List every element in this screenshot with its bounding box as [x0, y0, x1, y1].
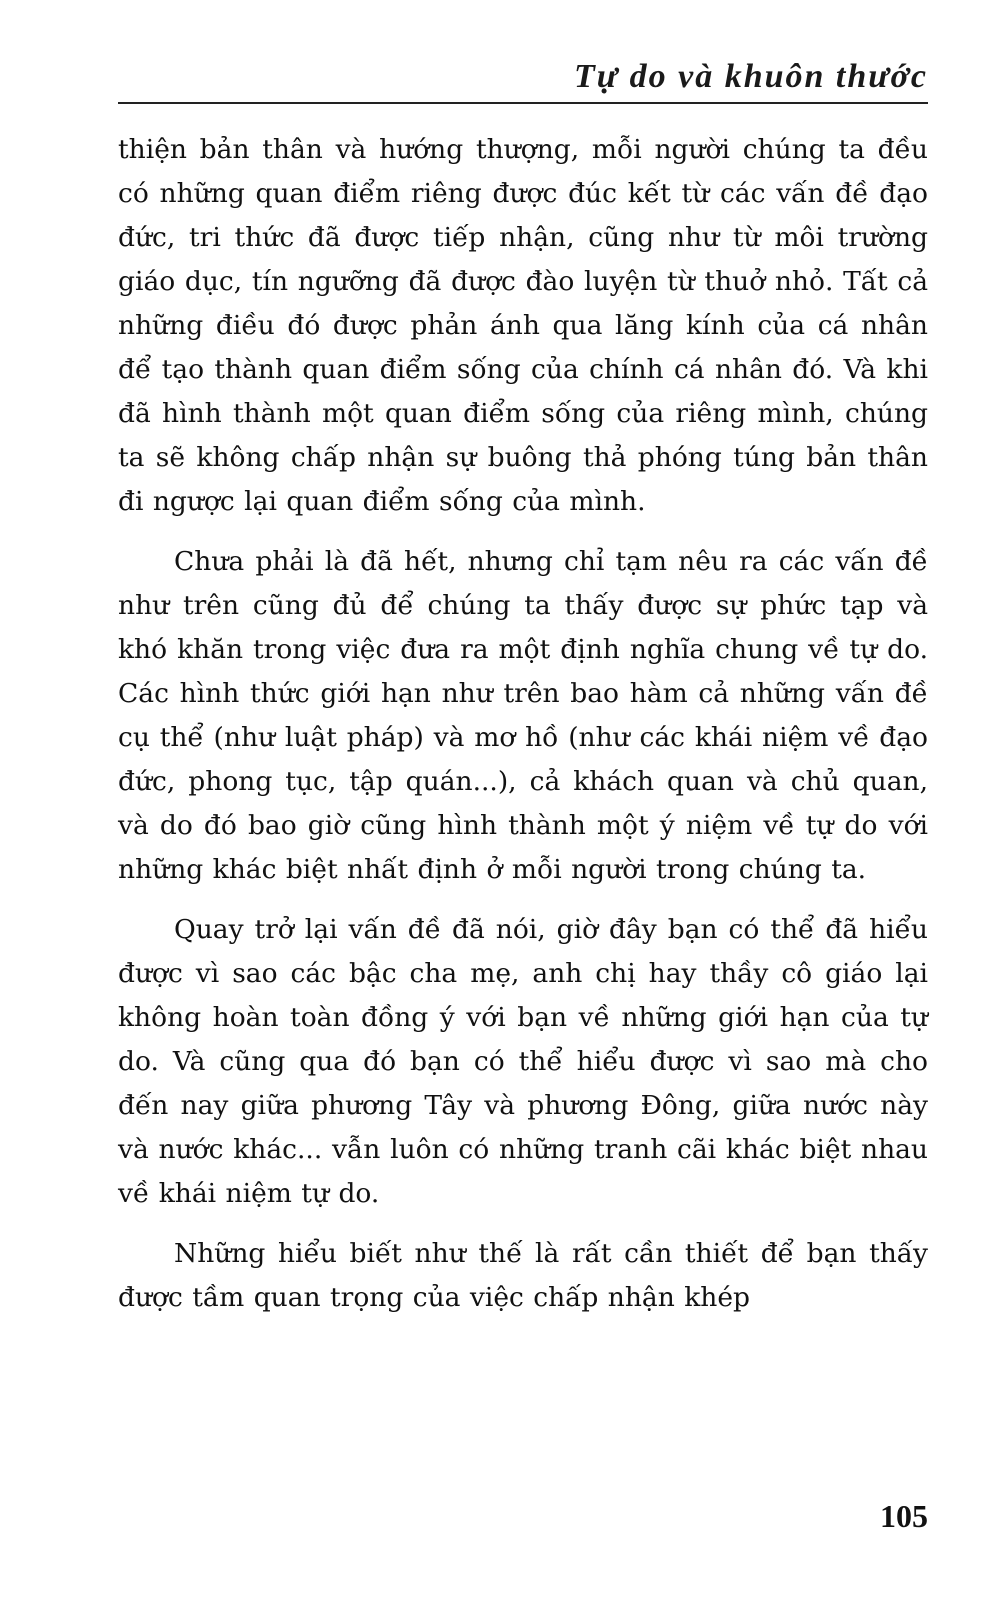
paragraph: Những hiểu biết như thế là rất cần thiết để bạn thấy được tầm quan trọng của việc chấp nhận khép: [118, 1238, 928, 1313]
running-header: [118, 52, 928, 104]
body-text: [118, 128, 928, 1336]
paragraph-continued: thiện bản thân và hướng thượng, mỗi người chúng ta đều có những quan điểm riêng được đúc kết từ các vấn đề đạo đức, tri thức đã được tiếp nhận, cũng như từ môi trường giáo dục, tín ngưỡng đã được đào luyện từ thuở nhỏ. Tất cả những điều đó được phản ánh qua lăng kính của cá nhân để tạo thành quan điểm sống của chính cá nhân đó. Và khi đã hình thành một quan điểm sống của riêng mình, chúng ta sẽ không chấp nhận sự buông thả phóng túng bản thân đi ngược lại quan điểm sống của mình.: [118, 134, 928, 517]
page-number: 105: [880, 1498, 928, 1534]
paragraph: Quay trở lại vấn đề đã nói, giờ đây bạn có thể đã hiểu được vì sao các bậc cha mẹ, anh chị hay thầy cô giáo lại không hoàn toàn đồng ý với bạn về những giới hạn của tự do. Và cũng qua đó bạn có thể hiểu được vì sao mà cho đến nay giữa phương Tây và phương Đông, giữa nước này và nước khác... vẫn luôn có những tranh cãi khác biệt nhau về khái niệm tự do.: [118, 914, 928, 1209]
paragraph: Chưa phải là đã hết, nhưng chỉ tạm nêu ra các vấn đề như trên cũng đủ để chúng ta thấy được sự phức tạp và khó khăn trong việc đưa ra một định nghĩa chung về tự do. Các hình thức giới hạn như trên bao hàm cả những vấn đề cụ thể (như luật pháp) và mơ hồ (như các khái niệm về đạo đức, phong tục, tập quán...), cả khách quan và chủ quan, và do đó bao giờ cũng hình thành một ý niệm về tự do với những khác biệt nhất định ở mỗi người trong chúng ta.: [118, 546, 928, 885]
running-title: Tự do và khuôn thước: [573, 58, 928, 95]
